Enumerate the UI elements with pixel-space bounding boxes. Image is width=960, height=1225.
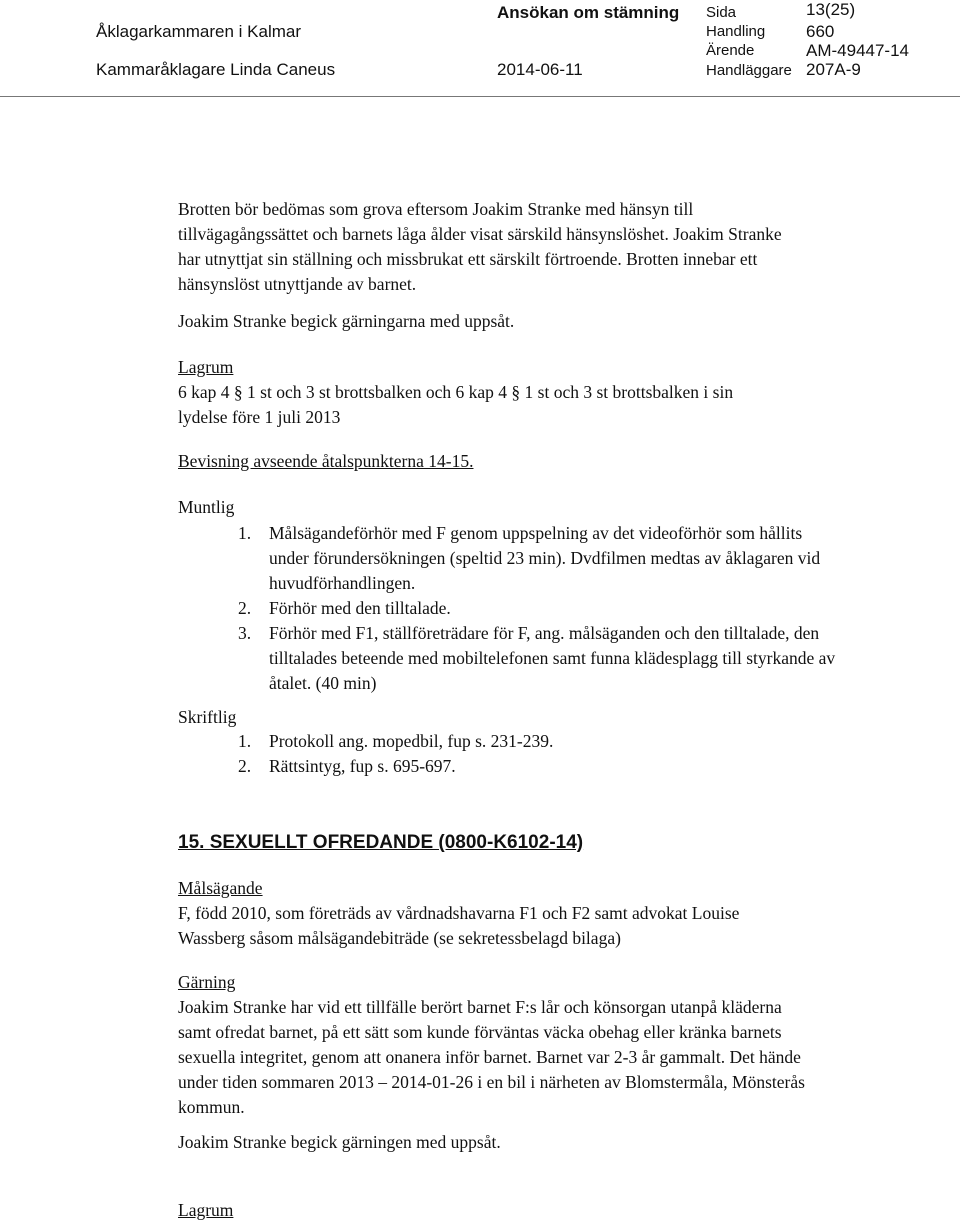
handling-label: Handling	[706, 23, 766, 40]
page-number: 13(25)	[806, 0, 856, 19]
page-label: Sida	[706, 4, 737, 21]
uppsat-text: Joakim Stranke begick gärningen med uppsåt.	[178, 1132, 501, 1152]
garning-heading: Gärning	[178, 972, 236, 992]
list-item-number: 1.	[238, 523, 252, 543]
list-item-text: Rättsintyg, fup s. 695-697.	[269, 756, 456, 776]
list-item	[238, 621, 838, 696]
lagrum-heading: Lagrum	[178, 357, 234, 377]
skriftlig-heading: Skriftlig	[178, 707, 237, 727]
list-item	[238, 754, 838, 779]
list-item-text: Förhör med den tilltalade.	[269, 598, 451, 618]
skriftlig-list	[238, 729, 838, 779]
list-item-text: Förhör med F1, ställföreträdare för F, ang. målsäganden och den tilltalade, den tilltalades beteende med mobiltelefonen samt funna klädesplagg till styrkande av åtalet. (40 min)	[269, 623, 836, 693]
header-divider	[0, 96, 960, 97]
list-item	[238, 521, 838, 596]
paragraph-aggravation: Brotten bör bedömas som grova eftersom Joakim Stranke med hänsyn till tillvägagångssättet och barnets låga ålder visat särskild hänsynslöshet. Joakim Stranke har utnyttjat sin ställning och missbrukat ett särskilt förtroende. Brotten innebar ett hänsynslöst utnyttjande av barnet.	[178, 199, 782, 294]
garning-text: Joakim Stranke har vid ett tillfälle berört barnet F:s lår och könsorgan utanpå kläderna samt ofredat barnet, på ett sätt som kunde förväntas väcka obehag eller kränka barnets sexuella integritet, genom att onanera inför barnet. Barnet var 2-3 år gammalt. Det hände under tiden sommaren 2013 – 2014-01-26 i en bil i närheten av Blomstermåla, Mönsterås kommun.	[178, 997, 805, 1117]
header-date: 2014-06-11	[497, 60, 583, 79]
list-item-text: Protokoll ang. mopedbil, fup s. 231-239.	[269, 731, 554, 751]
list-item	[238, 729, 838, 754]
list-item	[238, 596, 838, 621]
list-item-number: 1.	[238, 731, 252, 751]
list-item-number: 3.	[238, 623, 252, 643]
muntlig-list	[238, 521, 838, 696]
paragraph-intent: Joakim Stranke begick gärningarna med uppsåt.	[178, 311, 515, 331]
document-type: Ansökan om stämning	[497, 3, 680, 22]
malsagande-heading: Målsägande	[178, 878, 263, 898]
lagrum-text	[178, 380, 898, 430]
handling-value: 660	[806, 22, 835, 41]
malsagande-text: F, född 2010, som företräds av vårdnadshavarna F1 och F2 samt advokat Louise Wassberg såsom målsägandebiträde (se sekretessbelagd bilaga)	[178, 903, 740, 948]
header-org: Åklagarkammaren i Kalmar	[96, 22, 302, 41]
section-title: 15. SEXUELLT OFREDANDE (0800-K6102-14)	[178, 832, 584, 853]
list-item-number: 2.	[238, 598, 252, 618]
arende-label: Ärende	[706, 42, 755, 59]
handlaggare-label: Handläggare	[706, 62, 792, 79]
handlaggare-value: 207A-9	[806, 60, 861, 79]
lagrum-heading-2: Lagrum	[178, 1200, 234, 1220]
bevisning-heading: Bevisning avseende åtalspunkterna 14-15.	[178, 451, 474, 471]
lagrum-line-2: lydelse före 1 juli 2013	[178, 407, 341, 427]
list-item-number: 2.	[238, 756, 252, 776]
muntlig-heading: Muntlig	[178, 497, 235, 517]
lagrum-line-1: 6 kap 4 § 1 st och 3 st brottsbalken och 6 kap 4 § 1 st och 3 st brottsbalken i sin	[178, 382, 734, 402]
list-item-text: Målsägandeförhör med F genom uppspelning av det videoförhör som hållits under förundersökningen (speltid 23 min). Dvdfilmen medtas av åklagaren vid huvudförhandlingen.	[269, 523, 821, 593]
header-author: Kammaråklagare Linda Caneus	[96, 60, 336, 79]
arende-value: AM-49447-14	[806, 41, 910, 60]
